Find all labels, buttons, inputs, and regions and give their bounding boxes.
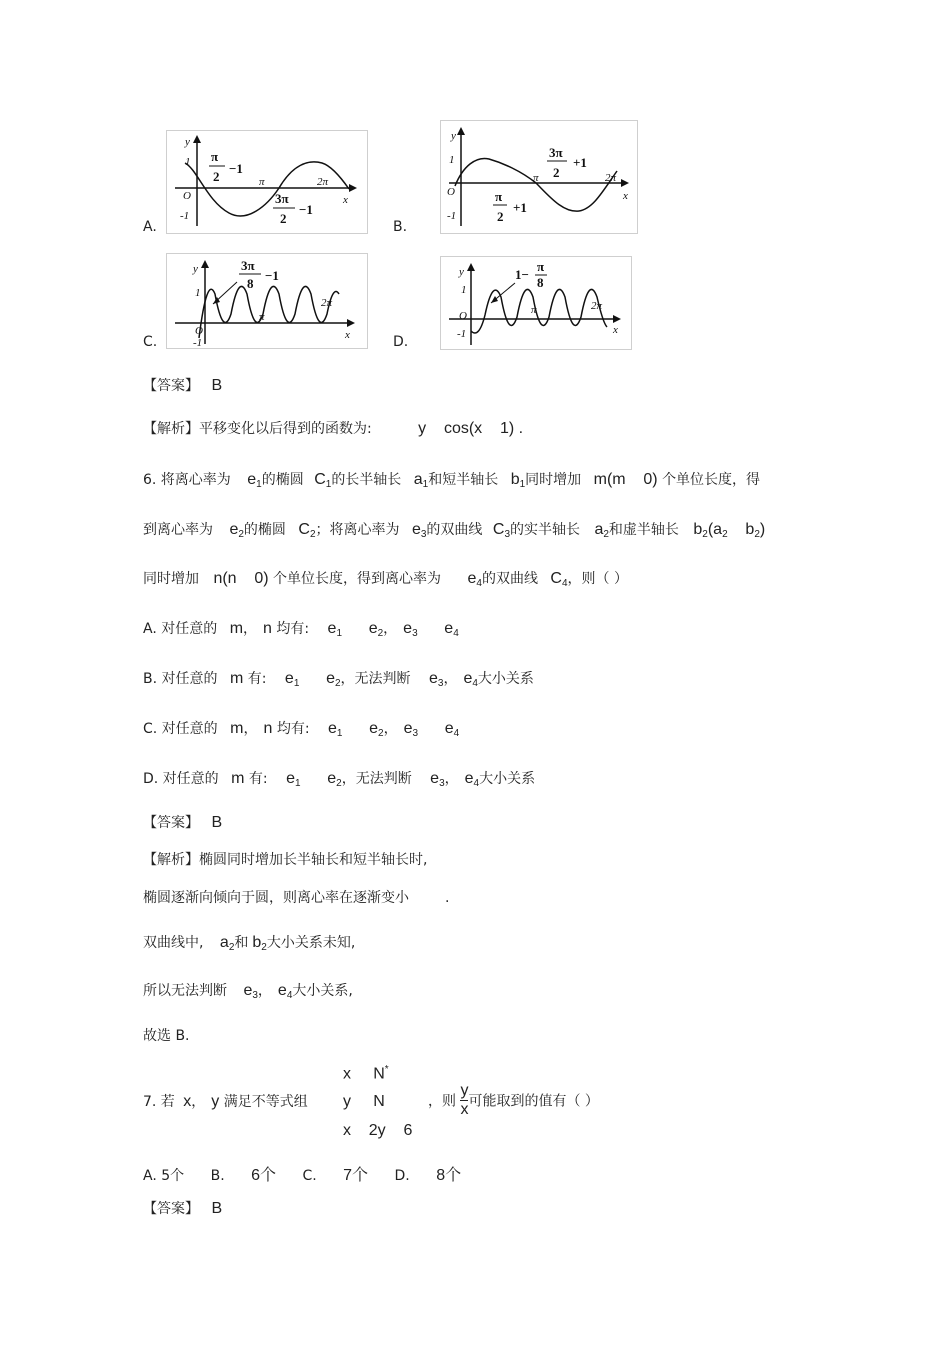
q7-system-2: y N <box>343 1093 385 1110</box>
q7-stem: 7. 若 x， y 满足不等式组 <box>143 1093 308 1110</box>
graph-d-y-label: y <box>459 266 464 278</box>
q6-text: 到离心率为 <box>143 522 213 538</box>
q6-option-a-text: A. 对任意的 <box>143 621 218 637</box>
graph-a-pi: π <box>259 176 265 188</box>
graph-d-frac-pre: 1− <box>515 267 529 282</box>
q6-option-c: C. 对任意的 m， n 均有: $e_1$ $e_2$， $e_3$ $e_4$ <box>143 720 460 739</box>
q7-system-text: x N <box>343 1065 385 1083</box>
q6-option-d-text: 有: <box>248 771 268 787</box>
graph-a-frac1-rest: −1 <box>229 161 243 176</box>
graph-c-frac-rest: −1 <box>265 268 279 283</box>
q6-stem-line2: 到离心率为 $e_2$的椭圆 $C_2$；将离心率为 $e_3$的双曲线 $C_3$的实半轴长 $a_2$和虚半轴长 $b_2(a_2$ $b_2$) <box>143 521 766 540</box>
q6-text: 的长半轴长 <box>331 472 402 488</box>
q6-analysis-3: 双曲线中, $a_2$和 $b_2$大小关系未知, <box>143 934 356 953</box>
q5-answer-line <box>143 375 222 395</box>
graph-a-frac2-rest: −1 <box>299 202 313 217</box>
q6-text: 同时增加 <box>143 571 199 587</box>
q7-option-a: A. 5个 <box>143 1168 185 1184</box>
graph-a-x-label: x <box>343 194 348 206</box>
graph-b-frac2-num: π <box>495 189 503 204</box>
graph-c-origin: O <box>195 325 203 337</box>
graph-d-2pi: 2π <box>591 300 603 312</box>
graph-c-2pi: 2π <box>321 297 333 309</box>
graph-a-plot <box>167 131 367 233</box>
q6-text: 的椭圆 <box>261 472 304 488</box>
q6-option-b-text: ，无法判断 <box>340 671 411 687</box>
q6-analysis-text: 所以无法判断 <box>143 983 227 999</box>
graph-c-pi: π <box>259 311 265 323</box>
graph-b-x-label: x <box>623 190 628 202</box>
q6-text: 6. 将离心率为 <box>143 472 231 488</box>
graph-d-x-label: x <box>613 324 618 336</box>
q7-option-c-value: 7个 <box>343 1167 369 1184</box>
q7-stem-text: 7. 若 <box>143 1094 175 1110</box>
q6-option-d-text: ，无法判断 <box>341 771 412 787</box>
q5-analysis-tag: 【解析】 <box>143 421 199 437</box>
q5-answer-value: B <box>211 377 223 394</box>
q7-option-b-value: 6个 <box>251 1167 277 1184</box>
graph-d-plot <box>441 257 631 349</box>
option-c-letter: C. <box>143 334 158 350</box>
graph-a-one: 1 <box>185 156 191 168</box>
q6-option-b-text: 大小关系 <box>477 671 534 687</box>
q6-option-d: D. 对任意的 m 有: $e_1$ $e_2$，无法判断 $e_3$， $e_4$大小关系 <box>143 770 536 789</box>
q6-text: 个单位长度，得到离心率为 <box>273 571 442 587</box>
q6-analysis-text: 大小关系, <box>292 983 353 999</box>
q6-option-c-text: C. 对任意的 <box>143 721 218 737</box>
q6-option-b: B. 对任意的 m 有: $e_1$ $e_2$，无法判断 $e_3$， $e_4$大小关系 <box>143 670 534 689</box>
graph-d-frac-num: π <box>537 259 545 274</box>
q7-answer-line <box>143 1198 222 1218</box>
q6-stem-line1: 6. 将离心率为 $e_1$的椭圆 $C_1$的长半轴长 $a_1$和短半轴长 $b_1$同时增加 m(m 0) 个单位长度，得 <box>143 471 761 490</box>
q7-option-d: D. <box>394 1168 410 1184</box>
q6-text: 的实半轴长 <box>510 522 580 538</box>
graph-a-origin: O <box>183 190 191 202</box>
q6-option-d-text: 大小关系 <box>479 771 536 787</box>
q6-answer-tag: 【答案】 <box>143 815 199 831</box>
graph-b-origin: O <box>447 186 455 198</box>
graph-a-2pi: 2π <box>317 176 329 188</box>
q6-text: 的双曲线 <box>426 522 483 538</box>
graph-b-frac2-rest: +1 <box>513 200 527 215</box>
q6-option-a: A. 对任意的 m， n 均有: $e_1$ $e_2$， $e_3$ $e_4$ <box>143 620 459 639</box>
graph-c <box>166 253 368 349</box>
q7-answer-value: B <box>211 1200 223 1217</box>
graph-c-neg1: -1 <box>193 337 203 348</box>
q7-fraction: $\frac{y}{x}$ <box>460 1082 469 1118</box>
q7-options <box>143 1162 461 1185</box>
graph-b-frac1-rest: +1 <box>573 155 587 170</box>
q6-analysis-4: 所以无法判断 $e_3$， $e_4$大小关系, <box>143 982 353 1001</box>
q5-analysis-text: 平移变化以后得到的函数为: <box>199 421 372 437</box>
q6-analysis-text: 椭圆同时增加长半轴长和短半轴长时, <box>199 852 428 868</box>
q6-option-c-text: 均有: <box>276 721 310 737</box>
q7-option-c: C. <box>302 1168 317 1184</box>
q6-stem-line3: 同时增加 n(n 0) 个单位长度，得到离心率为 $e_4$的双曲线 $C_4$，则（ ） <box>143 570 628 589</box>
q6-analysis-text: 双曲线中, <box>143 935 204 951</box>
q6-analysis-2: 椭圆逐渐向倾向于圆，则离心率在逐渐变小 . <box>143 890 450 906</box>
graph-b-pi: π <box>533 172 539 184</box>
graph-b-neg1: -1 <box>447 210 457 222</box>
graph-c-y-label: y <box>193 263 198 275</box>
q6-text: 同时增加 <box>525 472 582 488</box>
graph-b-plot <box>441 121 637 233</box>
q6-text: 和短半轴长 <box>428 472 499 488</box>
q6-analysis-5: 故选 B. <box>143 1028 190 1044</box>
graph-d-neg1: -1 <box>457 328 467 340</box>
graph-a-frac1-num: π <box>211 149 219 164</box>
graph-b <box>440 120 638 234</box>
option-b-letter: B. <box>393 219 408 235</box>
graph-c-x-label: x <box>345 329 350 341</box>
graph-b-frac2-den: 2 <box>497 209 504 224</box>
graph-b-frac1-den: 2 <box>553 165 560 180</box>
graph-c-plot <box>167 254 367 348</box>
q7-stem-tail <box>428 1082 599 1119</box>
graph-c-frac-num: 3π <box>241 258 255 273</box>
graph-b-one: 1 <box>449 154 455 166</box>
q7-stem-text: ，则 <box>428 1093 456 1110</box>
q6-text: 的双曲线 <box>481 571 538 587</box>
q6-text: 和虚半轴长 <box>608 522 679 538</box>
graph-d <box>440 256 632 350</box>
q6-option-b-text: B. 对任意的 <box>143 671 218 687</box>
q7-option-b: B. <box>210 1168 225 1184</box>
q7-stem-text: 可能取到的值有（ ） <box>468 1093 599 1110</box>
graph-d-pi: π <box>531 304 537 316</box>
q6-analysis-1 <box>143 849 427 869</box>
graph-b-2pi: 2π <box>605 172 617 184</box>
graph-d-frac-den: 8 <box>537 275 544 290</box>
q6-analysis-text: 大小关系未知, <box>266 935 356 951</box>
graph-d-one: 1 <box>461 284 467 296</box>
graph-d-origin: O <box>459 310 467 322</box>
q6-text: 的椭圆 <box>243 522 286 538</box>
graph-a-frac2-num: 3π <box>275 191 289 206</box>
graph-c-one: 1 <box>195 287 201 299</box>
option-a-letter: A. <box>143 219 157 235</box>
q5-answer-tag: 【答案】 <box>143 378 199 394</box>
graph-a-y-label: y <box>185 136 190 148</box>
q6-answer-line <box>143 812 222 832</box>
q5-analysis-line <box>143 418 523 438</box>
q6-text: ，则（ ） <box>567 571 628 587</box>
q6-analysis-text: 椭圆逐渐向倾向于圆，则离心率在逐渐变小 <box>143 890 409 906</box>
q6-text: 个单位长度，得 <box>662 472 761 488</box>
q6-text: ；将离心率为 <box>315 522 400 538</box>
graph-a-neg1: -1 <box>180 210 190 222</box>
graph-a-frac2-den: 2 <box>280 211 287 226</box>
q5-analysis-formula: y cos(x 1) . <box>418 420 524 437</box>
graph-a <box>166 130 368 234</box>
q6-option-d-text: D. 对任意的 <box>143 771 219 787</box>
q7-stem-text: 满足不等式组 <box>223 1094 308 1110</box>
q7-answer-tag: 【答案】 <box>143 1201 199 1217</box>
graph-a-frac1-den: 2 <box>213 169 220 184</box>
graph-b-frac1-num: 3π <box>549 145 563 160</box>
q6-option-a-text: 均有: <box>276 621 310 637</box>
q7-system-1: x N* <box>343 1064 389 1083</box>
q7-option-d-value: 8个 <box>436 1167 462 1184</box>
graph-b-y-label: y <box>451 130 456 142</box>
option-d-letter: D. <box>393 334 409 350</box>
q6-answer-value: B <box>211 814 223 831</box>
q7-system-3: x 2y 6 <box>343 1122 413 1139</box>
q6-option-b-text: 有: <box>247 671 267 687</box>
q6-analysis-tag: 【解析】 <box>143 852 199 868</box>
graph-c-frac-den: 8 <box>247 276 254 291</box>
